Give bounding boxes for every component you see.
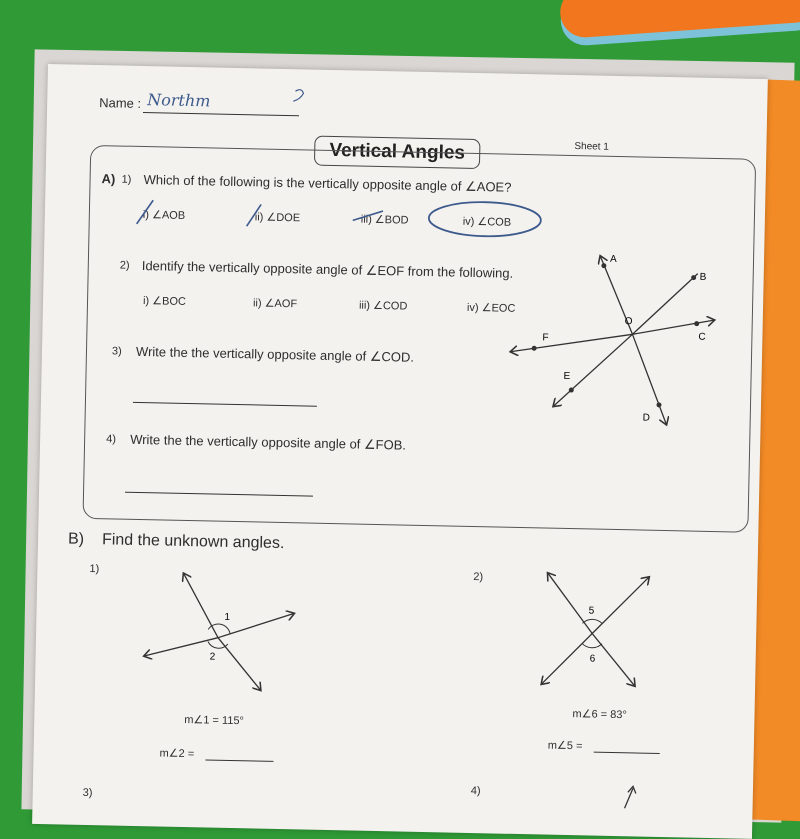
q3-text: Write the the vertically opposite angle of ∠COD. (135, 343, 415, 365)
problem-2-ask: m∠5 = (547, 739, 583, 753)
problem-2-answer-line[interactable] (594, 752, 660, 754)
worksheet-paper (32, 64, 768, 839)
p2-angle-arc-5 (582, 619, 602, 624)
label-b: B (699, 271, 707, 283)
section-a-label: A) (101, 171, 116, 187)
label-e: E (563, 370, 571, 383)
q2-option-1: i) ∠BOC (142, 295, 187, 308)
problem-1-given: m∠1 = 115° (184, 713, 245, 728)
problem-1-number: 1) (89, 562, 100, 576)
label-a: A (609, 253, 617, 265)
problem-2-diagram (535, 566, 658, 698)
section-b-label: B) (67, 530, 85, 548)
cross-out-mark (247, 204, 261, 226)
p2-angle-5-label: 5 (588, 605, 595, 617)
p2-angle-6-label: 6 (589, 653, 596, 665)
pen-squiggle (293, 90, 303, 102)
point-d (656, 402, 661, 407)
answer-circle (429, 201, 542, 237)
page-title: Vertical Angles (329, 139, 466, 164)
q2-number: 2) (119, 259, 130, 272)
q1-text: Which of the following is the vertically opposite angle of ∠AOE? (143, 172, 512, 195)
problem-1-ask: m∠2 = (159, 747, 195, 761)
intersecting-lines-diagram (500, 246, 724, 451)
q1-option-2: ii) ∠DOE (254, 211, 301, 225)
section-b-title: Find the unknown angles. (101, 531, 285, 553)
q1-option-3: iii) ∠BOD (360, 213, 409, 227)
ray-od (631, 334, 669, 425)
cross-out-mark (137, 200, 153, 224)
p1-line-b-end (144, 636, 218, 658)
q1-option-4: iv) ∠COB (462, 215, 512, 229)
problem-2-number: 2) (473, 571, 484, 584)
label-o: O (624, 316, 633, 328)
cross-out-mark (353, 210, 383, 221)
q2-option-4: iv) ∠EOC (466, 301, 516, 315)
point-f (532, 346, 537, 351)
p1-angle-arc-2 (208, 641, 228, 648)
p1-angle-2-label: 2 (209, 651, 216, 663)
point-c (694, 321, 699, 326)
pen-marks (44, 64, 768, 279)
p1-angle-arc-1 (208, 624, 230, 634)
q4-text: Write the the vertically opposite angle of ∠FOB. (130, 431, 407, 453)
q1-number: 1) (121, 173, 132, 186)
label-c: C (698, 331, 706, 343)
problem-3-number: 3) (82, 786, 93, 800)
problem-1-diagram (135, 562, 298, 695)
q3-number: 3) (111, 345, 122, 358)
sheet-number: Sheet 1 (574, 141, 609, 153)
p1-line-a (182, 573, 219, 638)
problem-1-answer-line[interactable] (205, 759, 273, 761)
p1-angle-1-label: 1 (224, 611, 231, 623)
label-f: F (542, 332, 549, 344)
name-label: Name : (99, 95, 142, 111)
q2-text: Identify the vertically opposite angle of ∠EOF from the following. (141, 258, 514, 281)
ray-ob (632, 272, 697, 335)
problem-2-given: m∠6 = 83° (572, 708, 627, 722)
p2-line-b (592, 576, 649, 635)
label-d: D (642, 412, 651, 424)
p1-line-a-end (217, 638, 262, 691)
orange-toy (559, 0, 800, 39)
q4-number: 4) (106, 433, 117, 446)
q2-option-2: ii) ∠AOF (252, 297, 298, 311)
p2-angle-arc-6 (582, 643, 602, 648)
q2-option-3: iii) ∠COD (358, 299, 408, 313)
p2-line-a (546, 573, 593, 634)
problem-4-number: 4) (470, 785, 481, 798)
p2-line-a-end (591, 634, 636, 687)
name-handwriting: Northm (147, 90, 211, 111)
p2-line-b-end (541, 632, 592, 685)
problem-4-arrow (618, 780, 649, 811)
q1-option-1: i) ∠AOB (142, 209, 186, 222)
